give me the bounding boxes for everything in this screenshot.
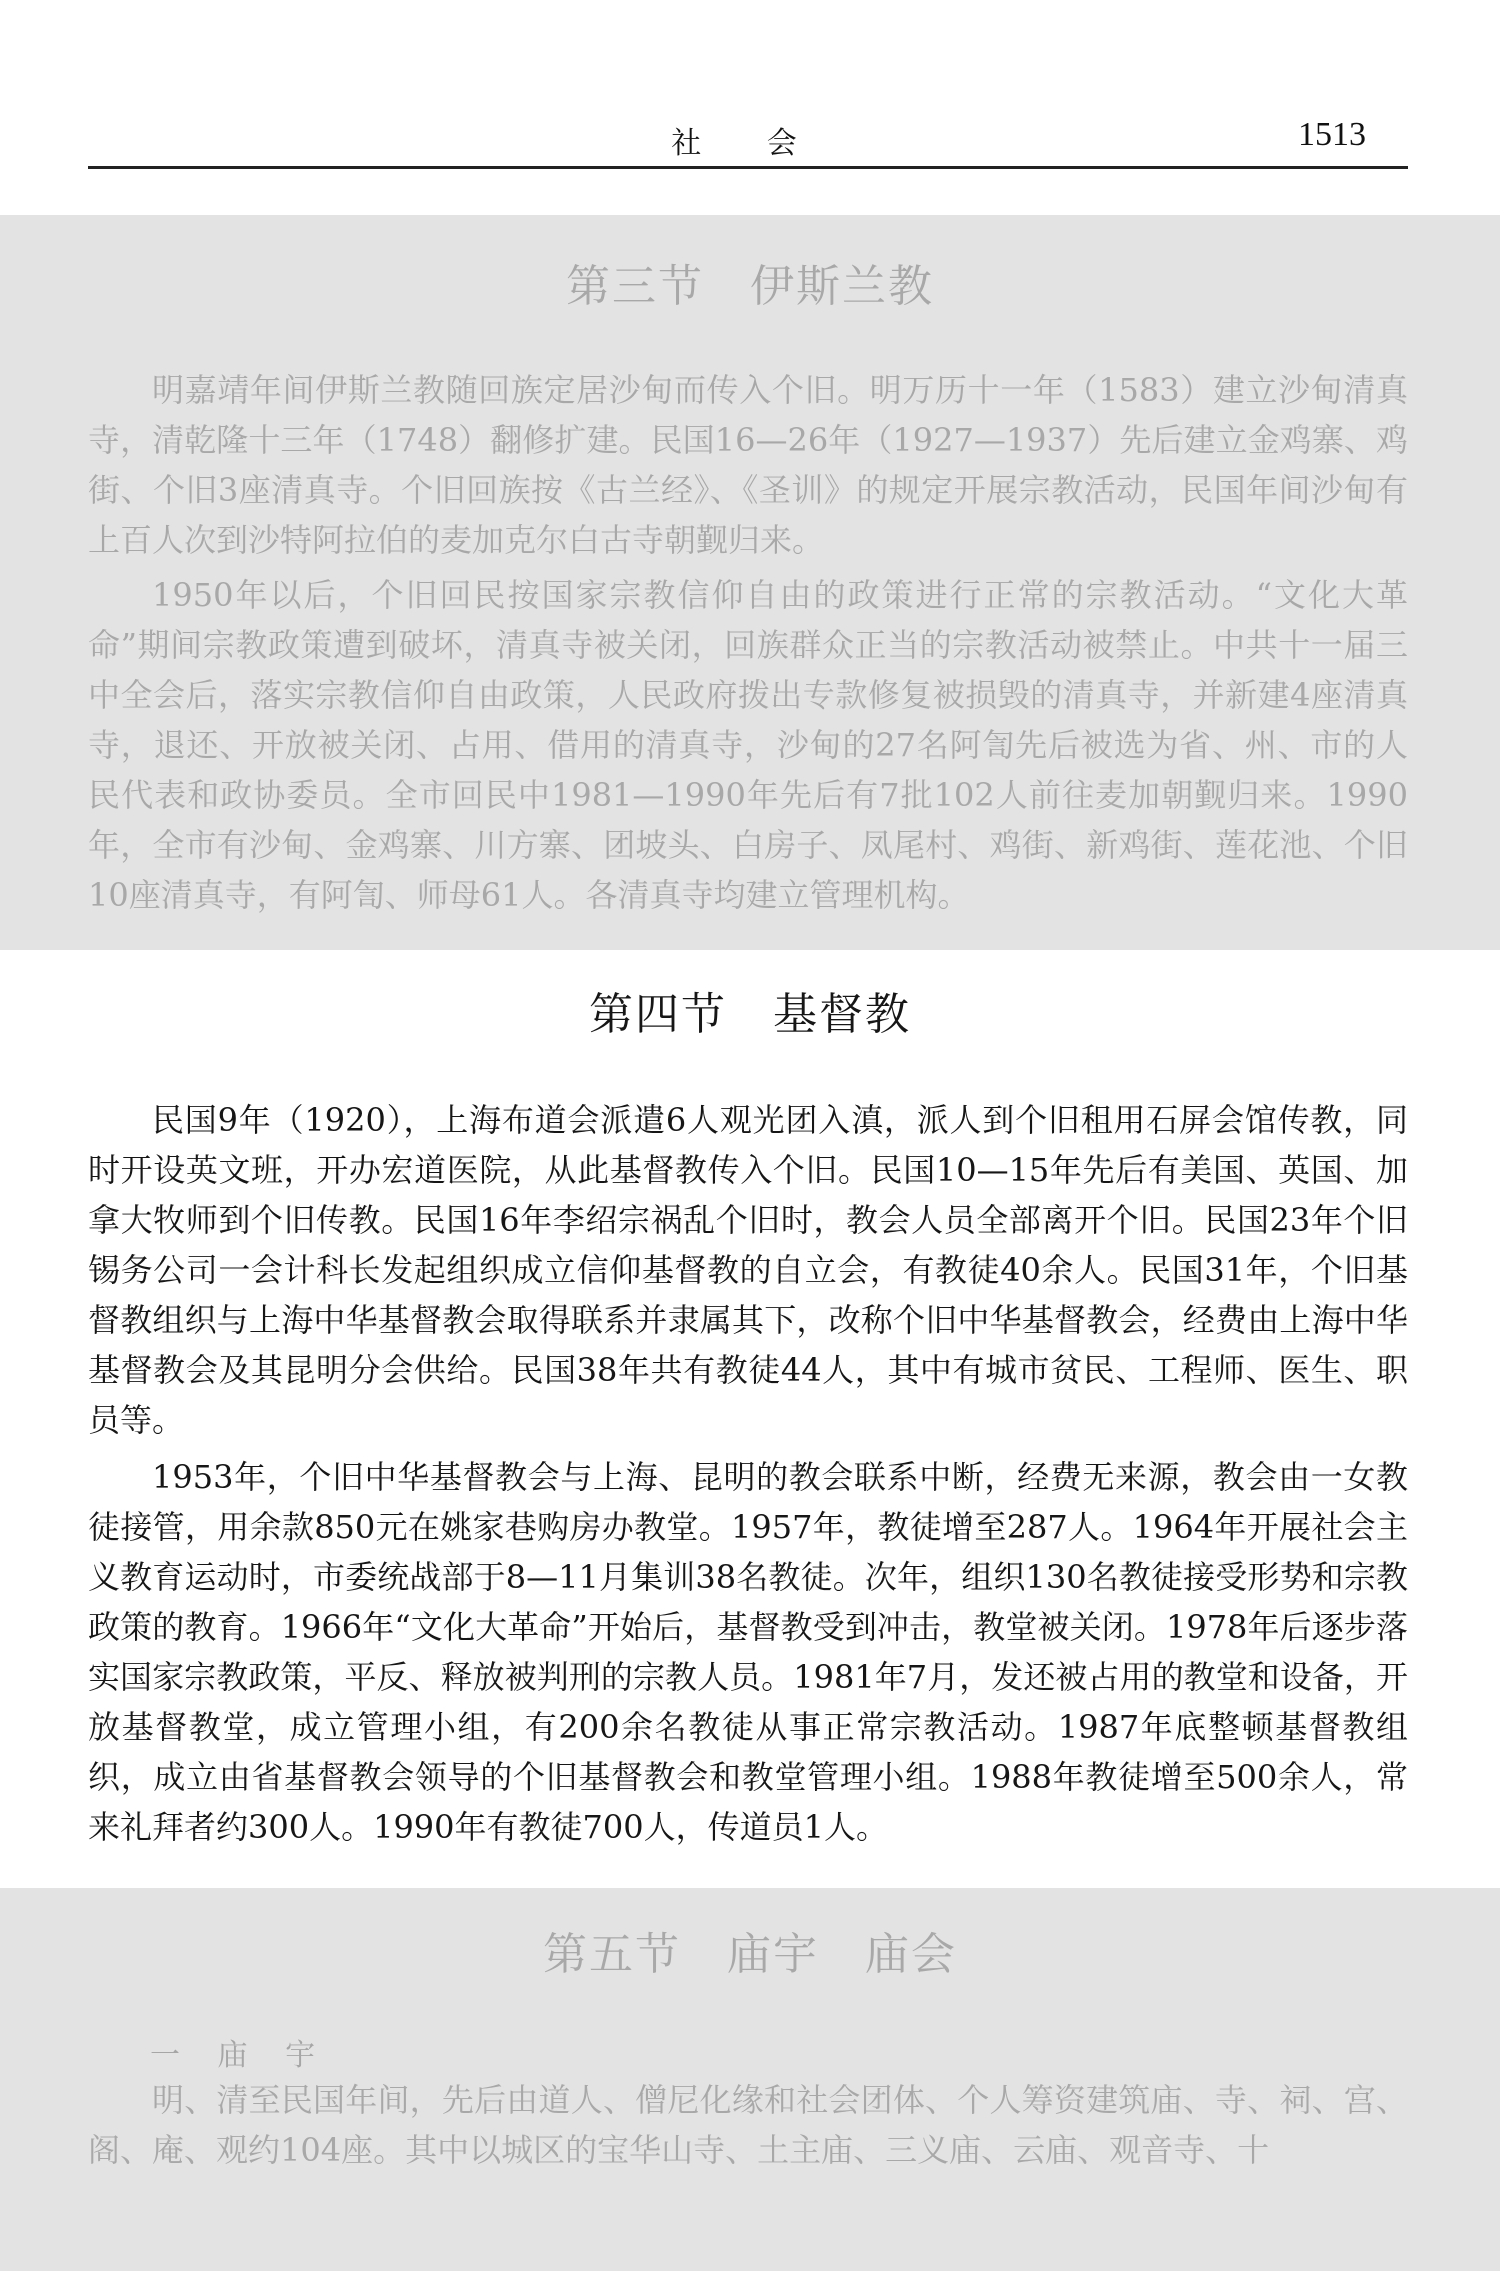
running-header — [88, 108, 1408, 168]
section-title-christianity: 第四节 基督教 — [589, 989, 911, 1040]
paragraph-christianity-2: 1953年，个旧中华基督教会与上海、昆明的教会联系中断，经费无来源，教会由一女教徒接管，用余款850元在姚家巷购房办教堂。1957年，教徒增至287人。1964年开展社会主义教育运动时，市委统战部于8—11月集训38名教徒。次年，组织130名教徒接受形势和宗教政策的教育。1966年“文化大革命”开始后，基督教受到冲击，教堂被关闭。1978年后逐步落实国家宗教政策，平反、释放被判刑的宗教人员。1981年7月，发还被占用的教堂和设备，开放基督教堂，成立管理小组，有200余名教徒从事正常宗教活动。1987年底整顿基督教组织，成立由省基督教会领导的个旧基督教会和教堂管理小组。1988年教徒增至500余人，常来礼拜者约300人。1990年有教徒700人，传道员1人。 — [88, 1458, 1408, 1846]
header-rule — [88, 166, 1408, 169]
paragraph-islam-1: 明嘉靖年间伊斯兰教随回族定居沙甸而传入个旧。明万历十一年（1583）建立沙甸清真寺，清乾隆十三年（1748）翻修扩建。民国16—26年（1927—1937）先后建立金鸡寨、鸡街、个旧3座清真寺。个旧回族按《古兰经》、《圣训》的规定开展宗教活动，民国年间沙甸有上百人次到沙特阿拉伯的麦加克尔白古寺朝觐归来。 — [88, 371, 1408, 559]
section-title-islam: 第三节 伊斯兰教 — [566, 261, 934, 312]
running-header-title: 社 会 — [671, 126, 825, 161]
section-title-temples: 第五节 庙宇 庙会 — [543, 1929, 957, 1980]
paragraph-islam-2: 1950年以后，个旧回民按国家宗教信仰自由的政策进行正常的宗教活动。“文化大革命”期间宗教政策遭到破坏，清真寺被关闭，回族群众正当的宗教活动被禁止。中共十一届三中全会后，落实宗教信仰自由政策，人民政府拨出专款修复被损毁的清真寺，并新建4座清真寺，退还、开放被关闭、占用、借用的清真寺，沙甸的27名阿訇先后被选为省、州、市的人民代表和政协委员。全市回民中1981—1990年先后有7批102人前往麦加朝觐归来。1990年，全市有沙甸、金鸡寨、川方寨、团坡头、白房子、凤尾村、鸡街、新鸡街、莲花池、个旧10座清真寺，有阿訇、师母61人。各清真寺均建立管理机构。 — [88, 576, 1408, 914]
paragraph-christianity-1: 民国9年（1920），上海布道会派遣6人观光团入滇，派人到个旧租用石屏会馆传教，同时开设英文班，开办宏道医院，从此基督教传入个旧。民国10—15年先后有美国、英国、加拿大牧师到个旧传教。民国16年李绍宗祸乱个旧时，教会人员全部离开个旧。民国23年个旧锡务公司一会计科长发起组织成立信仰基督教的自立会，有教徒40余人。民国31年，个旧基督教组织与上海中华基督教会取得联系并隶属其下，改称个旧中华基督教会，经费由上海中华基督教会及其昆明分会供给。民国38年共有教徒44人，其中有城市贫民、工程师、医生、职员等。 — [88, 1101, 1408, 1439]
paragraph-temples-1: 明、清至民国年间，先后由道人、僧尼化缘和社会团体、个人筹资建筑庙、寺、祠、宫、阁、庵、观约104座。其中以城区的宝华山寺、土主庙、三义庙、云庙、观音寺、十 — [88, 2081, 1408, 2169]
page-number: 1513 — [1298, 116, 1366, 153]
subheading-temples: 一 庙 宇 — [150, 2038, 330, 2073]
